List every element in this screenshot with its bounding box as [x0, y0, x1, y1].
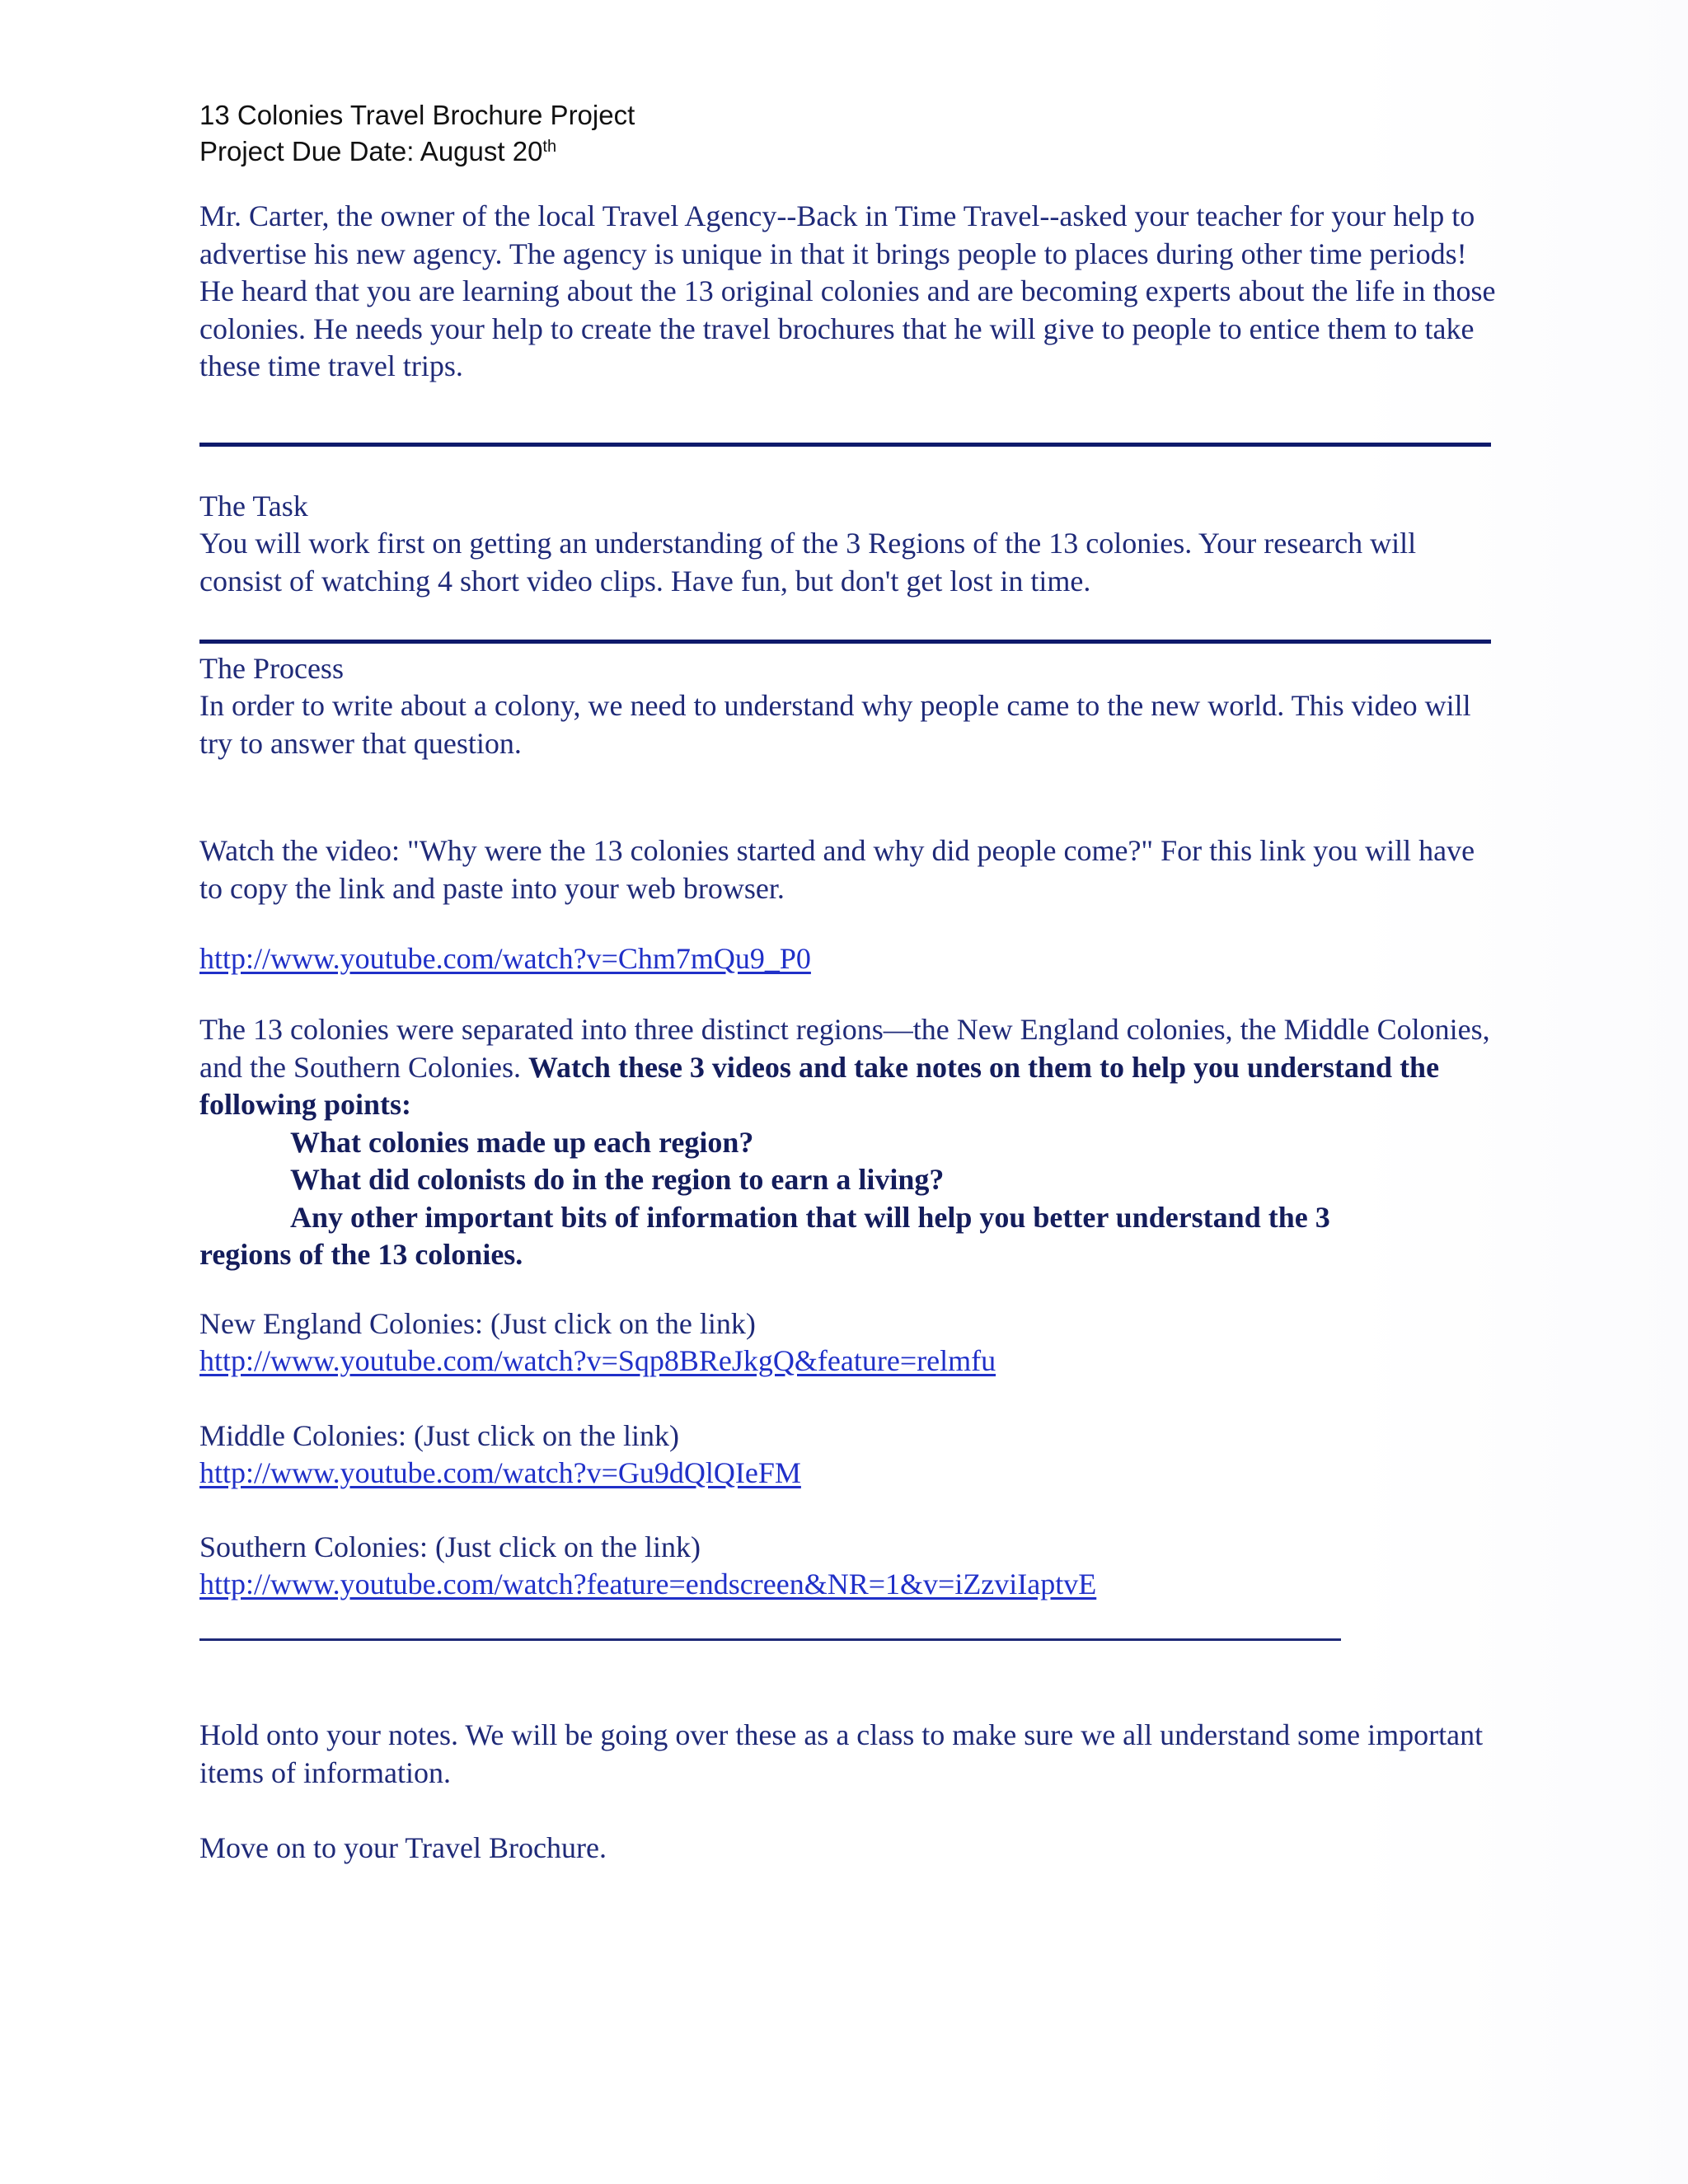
due-date [199, 134, 556, 170]
middle-label: Middle Colonies: (Just click on the link) [199, 1419, 679, 1452]
middle-link-row [199, 1455, 1502, 1493]
due-date-label: Project Due Date: August 20 [199, 136, 543, 166]
intro-paragraph: Mr. Carter, the owner of the local Travel Agency--Back in Time Travel--asked your teacher for your help to advertise his new agency. The agency is unique in that it brings people to places during other time periods! He heard that you are learning about the 13 original colonies and are becoming experts about the life in those colonies. He needs your help to create the travel brochures that he will give to people to entice them to take these time travel trips. [199, 199, 1496, 382]
due-date-suffix: th [542, 138, 557, 156]
process-heading: The Process [199, 652, 344, 685]
southern-label: Southern Colonies: (Just click on the link) [199, 1530, 701, 1563]
video-link-middle[interactable]: http://www.youtube.com/watch?v=Gu9dQlQIeFM [199, 1456, 801, 1489]
question-3-continued: regions of the 13 colonies. [199, 1238, 523, 1271]
video-link-southern[interactable]: http://www.youtube.com/watch?feature=endscreen&NR=1&v=iZzviIaptvE [199, 1568, 1097, 1601]
question-3: Any other important bits of information that will help you better understand the 3 [290, 1200, 1330, 1234]
southern-link-row [199, 1566, 1502, 1604]
question-1: What colonies made up each region? [290, 1125, 754, 1159]
video-link-why-colonies[interactable]: http://www.youtube.com/watch?v=Chm7mQu9_P0 [199, 942, 811, 975]
notes-paragraph: Hold onto your notes. We will be going over these as a class to make sure we all understand some important items of information. [199, 1718, 1484, 1789]
watch-instructions: Watch the video: "Why were the 13 colonies started and why did people come?" For this link you will have to copy the link and paste into your web browser. [199, 834, 1475, 905]
question-2: What did colonists do in the region to earn a living? [290, 1163, 945, 1196]
divider-1 [199, 443, 1491, 447]
task-body: You will work first on getting an understanding of the 3 Regions of the 13 colonies. Your research will consist of watching 4 short video clips. Have fun, but don't get lost in time. [199, 527, 1417, 598]
divider-2 [199, 640, 1491, 644]
process-body: In order to write about a colony, we need to understand why people came to the new world. This video will try to answer that question. [199, 689, 1471, 760]
regions-paragraph [199, 1011, 1502, 1274]
new-england-label: New England Colonies: (Just click on the link) [199, 1307, 756, 1340]
regions-bold-intro: Watch these 3 videos and take notes on them to help you understand the following points: [199, 1050, 1440, 1121]
regions-intro: The 13 colonies were separated into three distinct regions—the New England colonies, the Middle Colonies, and the Southern Colonies. [199, 1013, 1490, 1084]
divider-3 [199, 1638, 1341, 1641]
video-link-new-england[interactable]: http://www.youtube.com/watch?v=Sqp8BReJkgQ&feature=relmfu [199, 1344, 996, 1377]
task-heading: The Task [199, 490, 308, 523]
video-link-container [199, 940, 1502, 978]
move-on-paragraph: Move on to your Travel Brochure. [199, 1831, 607, 1864]
new-england-link-row [199, 1343, 1502, 1380]
project-title: 13 Colonies Travel Brochure Project [199, 100, 635, 130]
